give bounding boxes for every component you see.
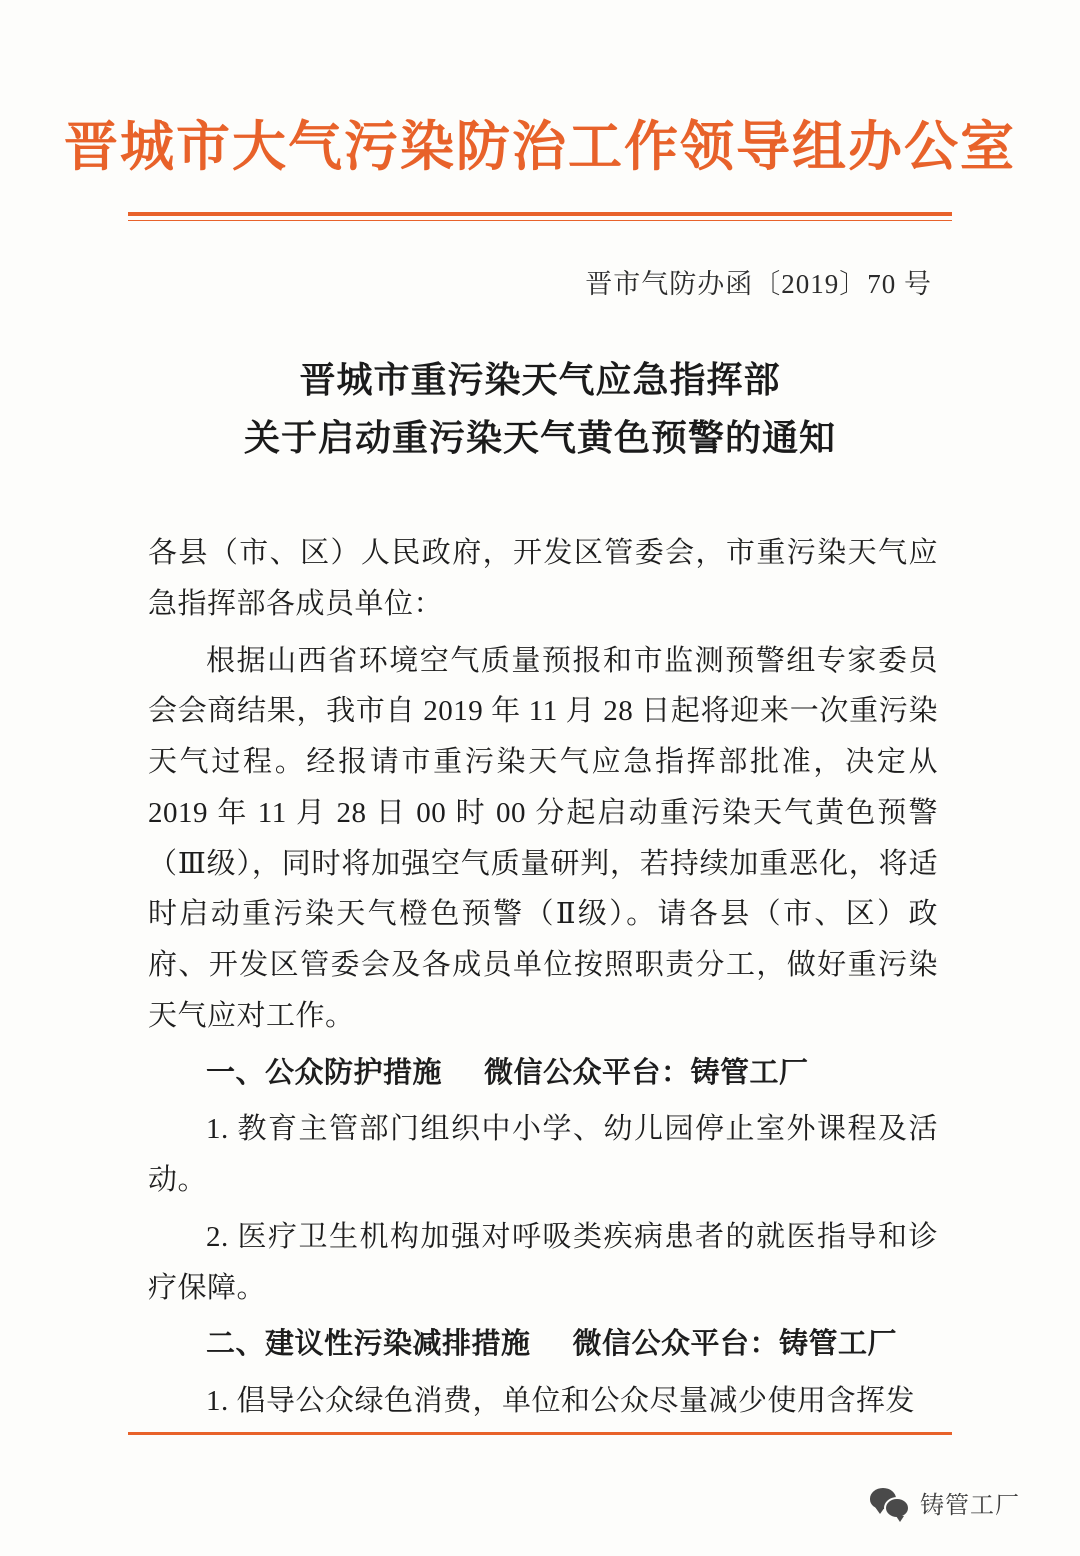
body-paragraph-1: 根据山西省环境空气质量预报和市监测预警组专家委员会会商结果，我市自 2019 年 11 月 28 日起将迎来一次重污染天气过程。经报请市重污染天气应急指挥部批准，决定从 2019 年 11 月 28 日 00 时 00 分起启动重污染天气黄色预警（Ⅲ级），同时将加强空气质量研判，若持续加重恶化，将适时启动重污染天气橙色预警（Ⅱ级）。请各县（市、区）政府、开发区管委会及各成员单位按照职责分工，做好重污染天气应对工作。 bbox=[148, 644, 938, 1032]
document-header bbox=[0, 118, 1080, 177]
section-2-heading bbox=[148, 1319, 938, 1370]
document-title-line-2: 关于启动重污染天气黄色预警的通知 bbox=[243, 417, 836, 458]
section-2-heading-text: 二、建议性污染减排措施 bbox=[206, 1328, 531, 1361]
section-1-heading-text: 一、公众防护措施 bbox=[206, 1056, 443, 1089]
issuing-organization-title: 晋城市大气污染防治工作领导组办公室 bbox=[64, 117, 1016, 177]
salutation: 各县（市、区）人民政府，开发区管委会，市重污染天气应急指挥部各成员单位： bbox=[148, 537, 938, 620]
section-1-item-2: 2. 医疗卫生机构加强对呼吸类疾病患者的就医指导和诊疗保障。 bbox=[148, 1220, 938, 1304]
document-body bbox=[148, 528, 938, 1433]
document-title bbox=[0, 352, 1080, 467]
footer-account-badge bbox=[870, 1485, 1020, 1520]
wechat-icon bbox=[870, 1486, 910, 1520]
section-1-item-1: 1. 教育主管部门组织中小学、幼儿园停止室外课程及活动。 bbox=[148, 1113, 938, 1196]
document-number: 晋市气防办函〔2019〕70 号 bbox=[585, 269, 932, 299]
footer-account-name: 铸管工厂 bbox=[920, 1492, 1020, 1519]
document-title-line-1: 晋城市重污染天气应急指挥部 bbox=[299, 360, 781, 400]
watermark-inline-1: 微信公众平台：铸管工厂 bbox=[484, 1056, 809, 1089]
header-rule-thick bbox=[128, 212, 952, 216]
header-rule-thin bbox=[128, 220, 952, 221]
section-1-heading bbox=[148, 1048, 938, 1099]
section-2-item-1: 1. 倡导公众绿色消费，单位和公众尽量减少使用含挥发 bbox=[206, 1385, 916, 1417]
watermark-inline-2: 微信公众平台：铸管工厂 bbox=[572, 1328, 898, 1361]
footer-rule bbox=[128, 1432, 952, 1435]
